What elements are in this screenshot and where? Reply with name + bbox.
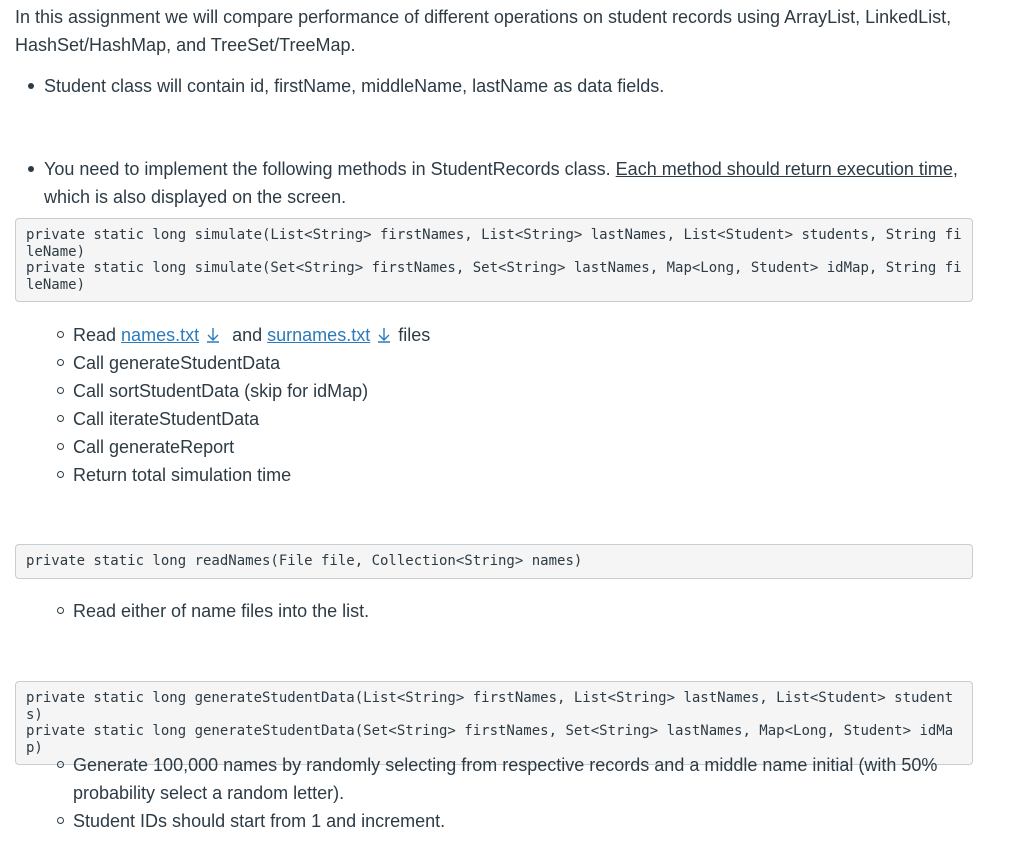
readnames-code-block: private static long readNames(File file, Collection<String> names): [15, 544, 973, 579]
step-return-time: Return total simulation time: [57, 461, 973, 489]
student-ids-step: Student IDs should start from 1 and increment.: [57, 807, 973, 835]
read-prefix: Read: [73, 325, 117, 345]
surnames-file-link[interactable]: surnames.txt: [267, 325, 371, 345]
files-suffix: files: [398, 325, 431, 345]
read-files-step: [57, 321, 973, 349]
read-name-files-step: Read either of name files into the list.: [57, 597, 973, 625]
intro-paragraph: In this assignment we will compare performance of different operations on student records using ArrayList, LinkedList, HashSet/HashMap, and TreeSet/TreeMap.: [15, 7, 952, 55]
methods-bullet-text: You need to implement the following methods in StudentRecords class.: [44, 159, 616, 179]
step-generate-student-data: Call generateStudentData: [57, 349, 973, 377]
student-class-bullet: Student class will contain id, firstName, middleName, lastName as data fields.: [28, 72, 1004, 100]
methods-bullet: [28, 155, 1004, 211]
and-text: and: [232, 325, 263, 345]
step-iterate-student-data: Call iterateStudentData: [57, 405, 973, 433]
step-generate-report: Call generateReport: [57, 433, 973, 461]
methods-bullet-suffix: which is also displayed on the screen.: [44, 187, 347, 207]
names-file-link[interactable]: names.txt: [121, 325, 200, 345]
simulate-code-block: private static long simulate(List<String> firstNames, List<String> lastNames, List<Student> students, String fileName) private static long simulate(Set<String> firstNames, Set<String> lastNames, Map<Long, Student> idMap, String fileName): [15, 218, 973, 302]
execution-time-note: Each method should return execution time,: [615, 159, 958, 179]
generate-code-block: private static long generateStudentData(List<String> firstNames, List<String> lastNames, List<Student> students) private static long generateStudentData(Set<String> firstNames, Set<String> lastNames, Map<Long, Student> idMap): [15, 681, 973, 765]
download-arrow-icon[interactable]: [376, 327, 392, 343]
download-arrow-icon[interactable]: [205, 327, 221, 343]
step-sort-student-data: Call sortStudentData (skip for idMap): [57, 377, 973, 405]
generate-names-step: Generate 100,000 names by randomly selecting from respective records and a middle name initial (with 50% probability select a random letter).: [57, 751, 973, 807]
